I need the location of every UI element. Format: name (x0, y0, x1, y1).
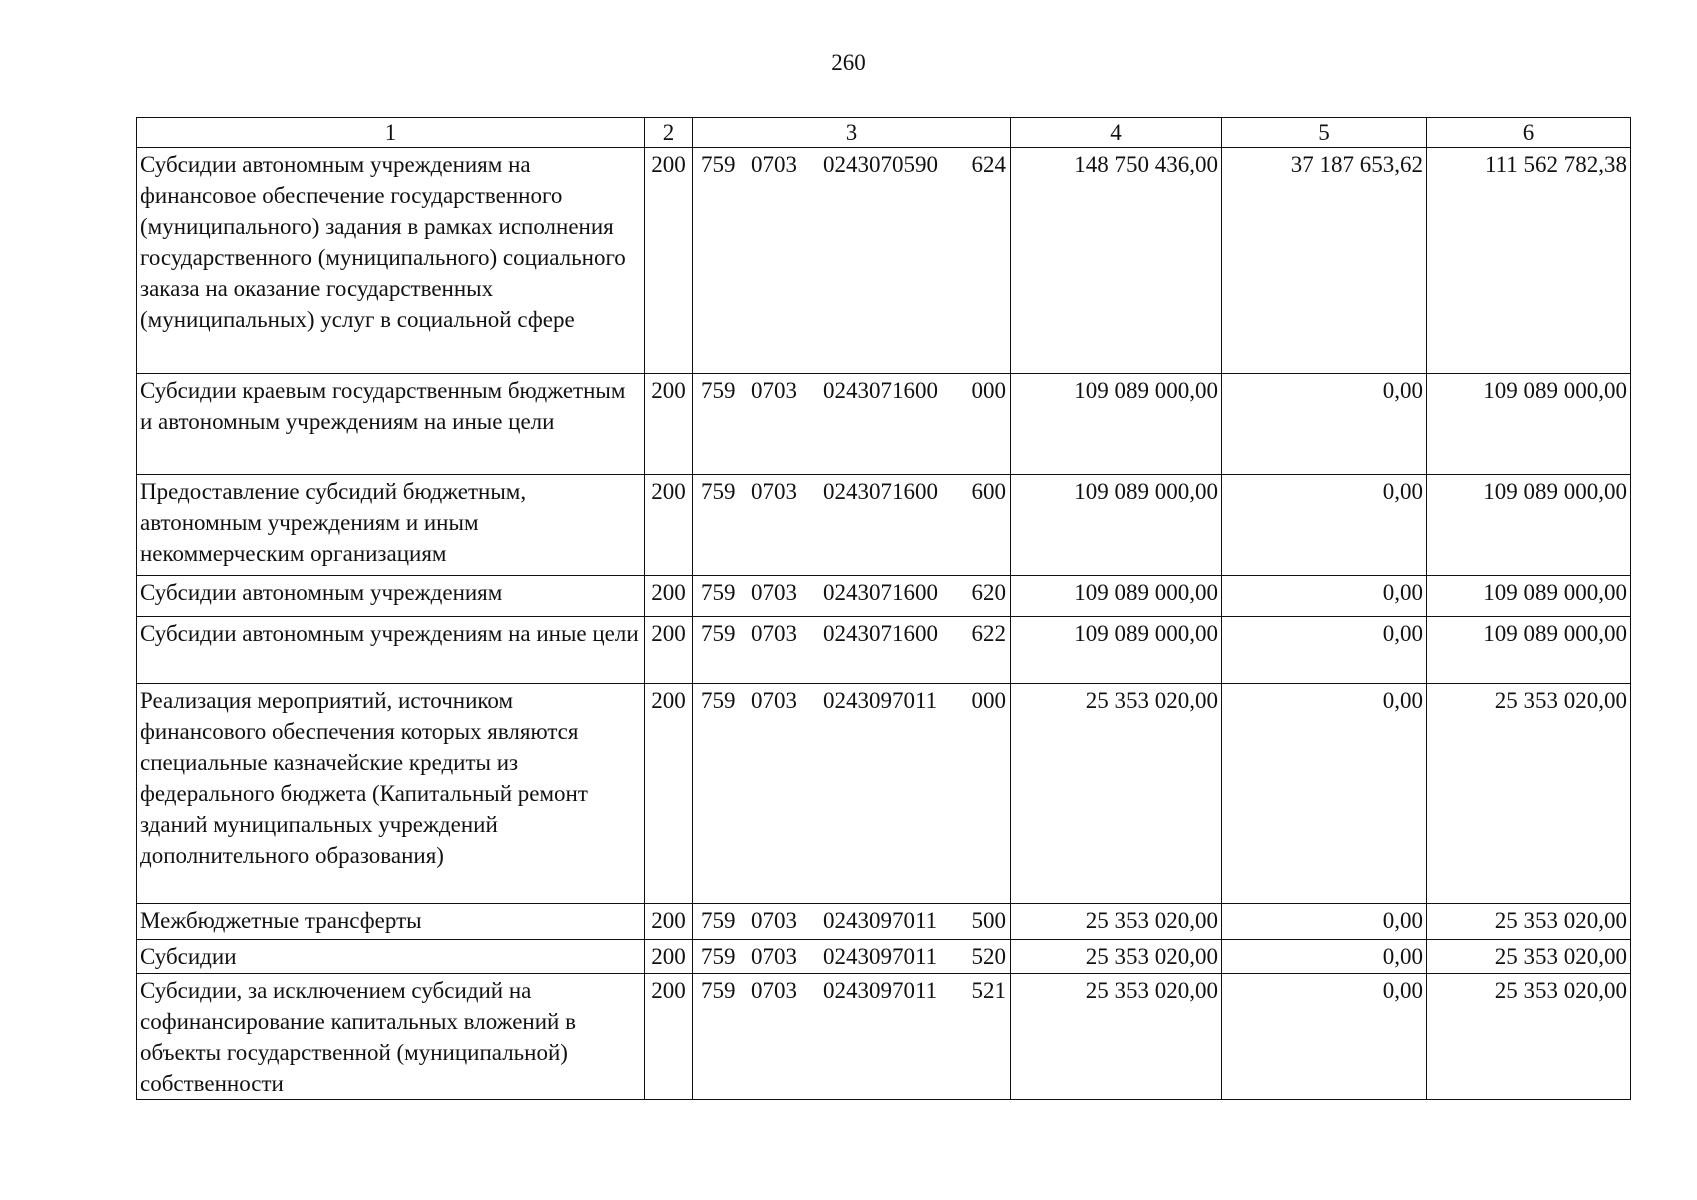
row-col-6: 25 353 020,00 (1427, 974, 1631, 1100)
row-section-code: 0703 (751, 944, 797, 969)
row-section-code: 0703 (751, 688, 797, 713)
row-col-6: 25 353 020,00 (1427, 940, 1631, 974)
table-row (137, 617, 1631, 684)
page-number: 260 (831, 50, 866, 75)
row-col-2: 200 (645, 684, 693, 904)
row-col-5: 0,00 (1222, 684, 1427, 904)
row-target-code: 0243097011 (823, 688, 938, 713)
row-section-code: 0703 (751, 580, 797, 605)
row-col-2: 200 (645, 576, 693, 617)
row-codes (693, 617, 1011, 684)
row-col-6: 111 562 782,38 (1427, 148, 1631, 374)
row-target-code: 0243071600 (823, 580, 938, 605)
row-name: Предоставление субсидий бюджетным, автономным учреждениям и иным некоммерческим организациям (137, 475, 645, 576)
row-name: Реализация мероприятий, источником финансового обеспечения которых являются специальные казначейские кредиты из федерального бюджета (Капитальный ремонт зданий муниципальных учреждений дополнительного образования) (137, 684, 645, 904)
row-expense-type-code: 622 (971, 621, 1006, 646)
row-target-code: 0243071600 (823, 621, 938, 646)
row-col-5: 0,00 (1222, 940, 1427, 974)
table-row (137, 576, 1631, 617)
row-col-2: 200 (645, 974, 693, 1100)
header-col-3: 3 (693, 118, 1011, 148)
header-col-5: 5 (1222, 118, 1427, 148)
row-expense-type-code: 521 (971, 978, 1006, 1003)
table-row (137, 148, 1631, 374)
row-col-5: 0,00 (1222, 475, 1427, 576)
row-section-code: 0703 (751, 378, 797, 403)
row-target-code: 0243097011 (823, 908, 938, 933)
row-codes (693, 374, 1011, 475)
row-codes (693, 684, 1011, 904)
header-col-6: 6 (1427, 118, 1631, 148)
row-name: Субсидии, за исключением субсидий на софинансирование капитальных вложений в объекты государственной (муниципальной) собственности (137, 974, 645, 1100)
row-name: Субсидии краевым государственным бюджетным и автономным учреждениям на иные цели (137, 374, 645, 475)
row-ved-code: 759 (701, 908, 736, 933)
row-target-code: 0243097011 (823, 944, 938, 969)
row-name: Субсидии автономным учреждениям на иные цели (137, 617, 645, 684)
row-col-6: 109 089 000,00 (1427, 617, 1631, 684)
row-name: Субсидии автономным учреждениям на финансовое обеспечение государственного (муниципального) задания в рамках исполнения государственного (муниципального) социального заказа на оказание государственных (муниципальных) услуг в социальной сфере (137, 148, 645, 374)
row-col-2: 200 (645, 148, 693, 374)
budget-table (136, 117, 1631, 1100)
row-name: Межбюджетные трансферты (137, 904, 645, 940)
row-col-4: 148 750 436,00 (1011, 148, 1222, 374)
table-row (137, 684, 1631, 904)
row-section-code: 0703 (751, 908, 797, 933)
row-ved-code: 759 (701, 378, 736, 403)
row-section-code: 0703 (751, 978, 797, 1003)
row-col-2: 200 (645, 617, 693, 684)
row-name: Субсидии (137, 940, 645, 974)
row-col-4: 25 353 020,00 (1011, 904, 1222, 940)
row-section-code: 0703 (751, 152, 797, 177)
row-expense-type-code: 500 (971, 908, 1006, 933)
table-row (137, 940, 1631, 974)
row-ved-code: 759 (701, 688, 736, 713)
row-ved-code: 759 (701, 580, 736, 605)
table-row (137, 904, 1631, 940)
row-col-5: 0,00 (1222, 374, 1427, 475)
row-col-5: 37 187 653,62 (1222, 148, 1427, 374)
row-col-5: 0,00 (1222, 904, 1427, 940)
row-col-2: 200 (645, 475, 693, 576)
row-name: Субсидии автономным учреждениям (137, 576, 645, 617)
row-ved-code: 759 (701, 479, 736, 504)
row-target-code: 0243071600 (823, 479, 938, 504)
table-row (137, 974, 1631, 1100)
row-expense-type-code: 620 (971, 580, 1006, 605)
row-codes (693, 148, 1011, 374)
row-col-6: 25 353 020,00 (1427, 904, 1631, 940)
row-codes (693, 475, 1011, 576)
row-expense-type-code: 600 (971, 479, 1006, 504)
row-section-code: 0703 (751, 621, 797, 646)
row-ved-code: 759 (701, 944, 736, 969)
row-col-5: 0,00 (1222, 617, 1427, 684)
row-expense-type-code: 520 (971, 944, 1006, 969)
row-ved-code: 759 (701, 621, 736, 646)
row-codes (693, 940, 1011, 974)
header-col-1: 1 (137, 118, 645, 148)
row-col-4: 109 089 000,00 (1011, 576, 1222, 617)
row-col-5: 0,00 (1222, 576, 1427, 617)
row-col-4: 109 089 000,00 (1011, 617, 1222, 684)
row-col-4: 109 089 000,00 (1011, 374, 1222, 475)
row-col-2: 200 (645, 374, 693, 475)
row-codes (693, 974, 1011, 1100)
row-col-6: 109 089 000,00 (1427, 374, 1631, 475)
row-target-code: 0243070590 (823, 152, 938, 177)
row-col-4: 25 353 020,00 (1011, 940, 1222, 974)
row-expense-type-code: 000 (971, 378, 1006, 403)
row-col-5: 0,00 (1222, 974, 1427, 1100)
table-header-row (137, 118, 1631, 148)
row-codes (693, 576, 1011, 617)
row-col-6: 109 089 000,00 (1427, 475, 1631, 576)
row-col-4: 25 353 020,00 (1011, 974, 1222, 1100)
row-col-2: 200 (645, 940, 693, 974)
row-col-4: 109 089 000,00 (1011, 475, 1222, 576)
header-col-4: 4 (1011, 118, 1222, 148)
row-col-6: 109 089 000,00 (1427, 576, 1631, 617)
row-codes (693, 904, 1011, 940)
row-col-2: 200 (645, 904, 693, 940)
row-ved-code: 759 (701, 152, 736, 177)
row-col-6: 25 353 020,00 (1427, 684, 1631, 904)
table-row (137, 374, 1631, 475)
row-expense-type-code: 000 (971, 688, 1006, 713)
row-target-code: 0243097011 (823, 978, 938, 1003)
row-section-code: 0703 (751, 479, 797, 504)
header-col-2: 2 (645, 118, 693, 148)
table-row (137, 475, 1631, 576)
row-col-4: 25 353 020,00 (1011, 684, 1222, 904)
row-expense-type-code: 624 (971, 152, 1006, 177)
row-ved-code: 759 (701, 978, 736, 1003)
row-target-code: 0243071600 (823, 378, 938, 403)
